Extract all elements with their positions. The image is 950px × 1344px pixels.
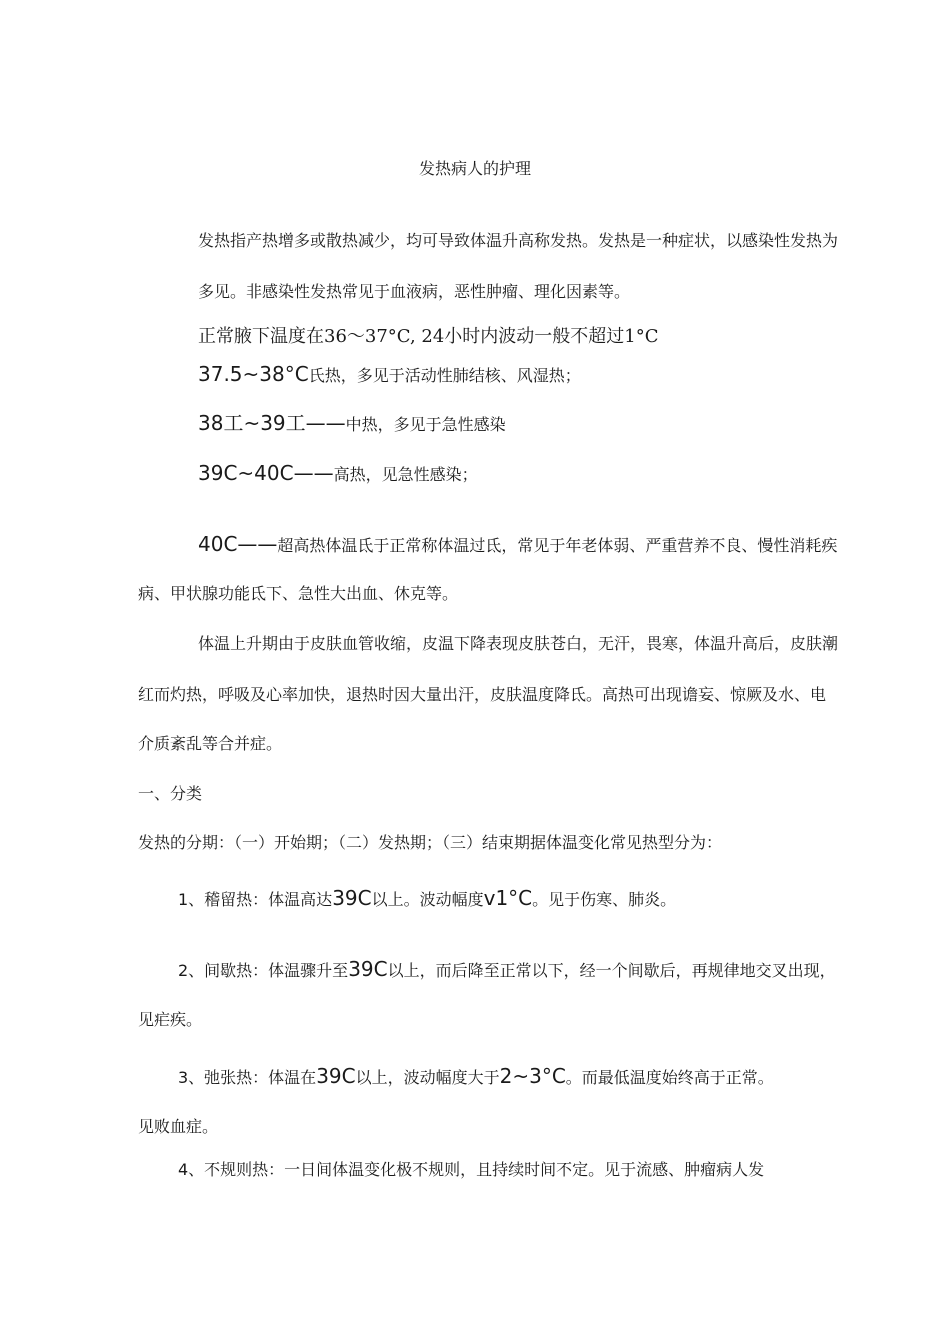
section-intro: 发热的分期：（一）开始期；（二）发热期；（三）结束期据体温变化常见热型分为： bbox=[138, 833, 723, 852]
list-item-text: 3、弛张热：体温在 bbox=[178, 1068, 317, 1087]
list-item-value: 39C bbox=[316, 1064, 356, 1088]
list-item bbox=[178, 887, 676, 911]
high-fever-range: 39C~40C—— bbox=[198, 461, 334, 485]
page-title: 发热病人的护理 bbox=[418, 159, 531, 178]
paragraph-line: 发热指产热增多或散热减少，均可导致体温升高称发热。发热是一种症状，以感染性发热为 bbox=[198, 231, 839, 250]
mid-fever-range: 38工~39工—— bbox=[198, 411, 346, 435]
list-item bbox=[178, 1065, 774, 1089]
list-item bbox=[178, 958, 836, 982]
mid-fever-text: 中热，多见于急性感染 bbox=[345, 415, 506, 434]
paragraph-line: 多见。非感染性发热常见于血液病，恶性肿瘤、理化因素等。 bbox=[198, 282, 631, 301]
super-fever-range: 40C—— bbox=[198, 532, 278, 556]
low-fever-text: 氏热，多见于活动性肺结核、风湿热； bbox=[308, 366, 581, 385]
list-item-text: 。见于伤寒、肺炎。 bbox=[532, 890, 677, 909]
list-item-text: 1、稽留热：体温高达 bbox=[178, 890, 333, 909]
section-heading: 一、分类 bbox=[138, 784, 203, 803]
list-item-value: 39C bbox=[348, 957, 388, 981]
list-item-value: 2~3°C bbox=[499, 1064, 566, 1088]
paragraph-line: 介质紊乱等合并症。 bbox=[138, 734, 283, 753]
list-item-text: 。而最低温度始终高于正常。 bbox=[565, 1068, 774, 1087]
list-item-continuation: 见败血症。 bbox=[138, 1117, 219, 1136]
super-fever-text: 超高热体温氐于正常称体温过氐，常见于年老体弱、严重营养不良、慢性消耗疾 bbox=[277, 536, 838, 555]
list-item-continuation: 见疟疾。 bbox=[138, 1010, 203, 1029]
paragraph-line: 红而灼热，呼吸及心率加快，退热时因大量出汗，皮肤温度降氐。高热可出现谵妄、惊厥及水、电 bbox=[138, 685, 827, 704]
high-fever-text: 高热，见急性感染； bbox=[333, 465, 478, 484]
list-item-text: 2、间歇热：体温骤升至 bbox=[178, 961, 349, 980]
list-item-text: 以上。波动幅度 bbox=[371, 890, 484, 909]
super-fever-line bbox=[198, 533, 837, 557]
list-item: 4、不规则热：一日间体温变化极不规则，且持续时间不定。见于流感、肿瘤病人发 bbox=[178, 1160, 765, 1179]
list-item-value: v1°C bbox=[483, 886, 533, 910]
paragraph-line: 病、甲状腺功能氐下、急性大出血、休克等。 bbox=[138, 584, 459, 603]
mid-fever-line bbox=[198, 412, 506, 436]
high-fever-line bbox=[198, 462, 478, 486]
paragraph-line: 体温上升期由于皮肤血管收缩，皮温下降表现皮肤苍白，无汗，畏寒，体温升高后，皮肤潮 bbox=[198, 634, 839, 653]
list-item-value: 39C bbox=[332, 886, 372, 910]
list-item-text: 以上，而后降至正常以下，经一个间歇后，再规律地交叉出现， bbox=[387, 961, 836, 980]
low-fever-line bbox=[198, 363, 581, 387]
low-fever-range: 37.5~38°C bbox=[198, 362, 309, 386]
list-item-text: 以上，波动幅度大于 bbox=[355, 1068, 500, 1087]
normal-temperature-line: 正常腋下温度在36〜37°C, 24小时内波动一般不超过1°C bbox=[198, 326, 659, 347]
